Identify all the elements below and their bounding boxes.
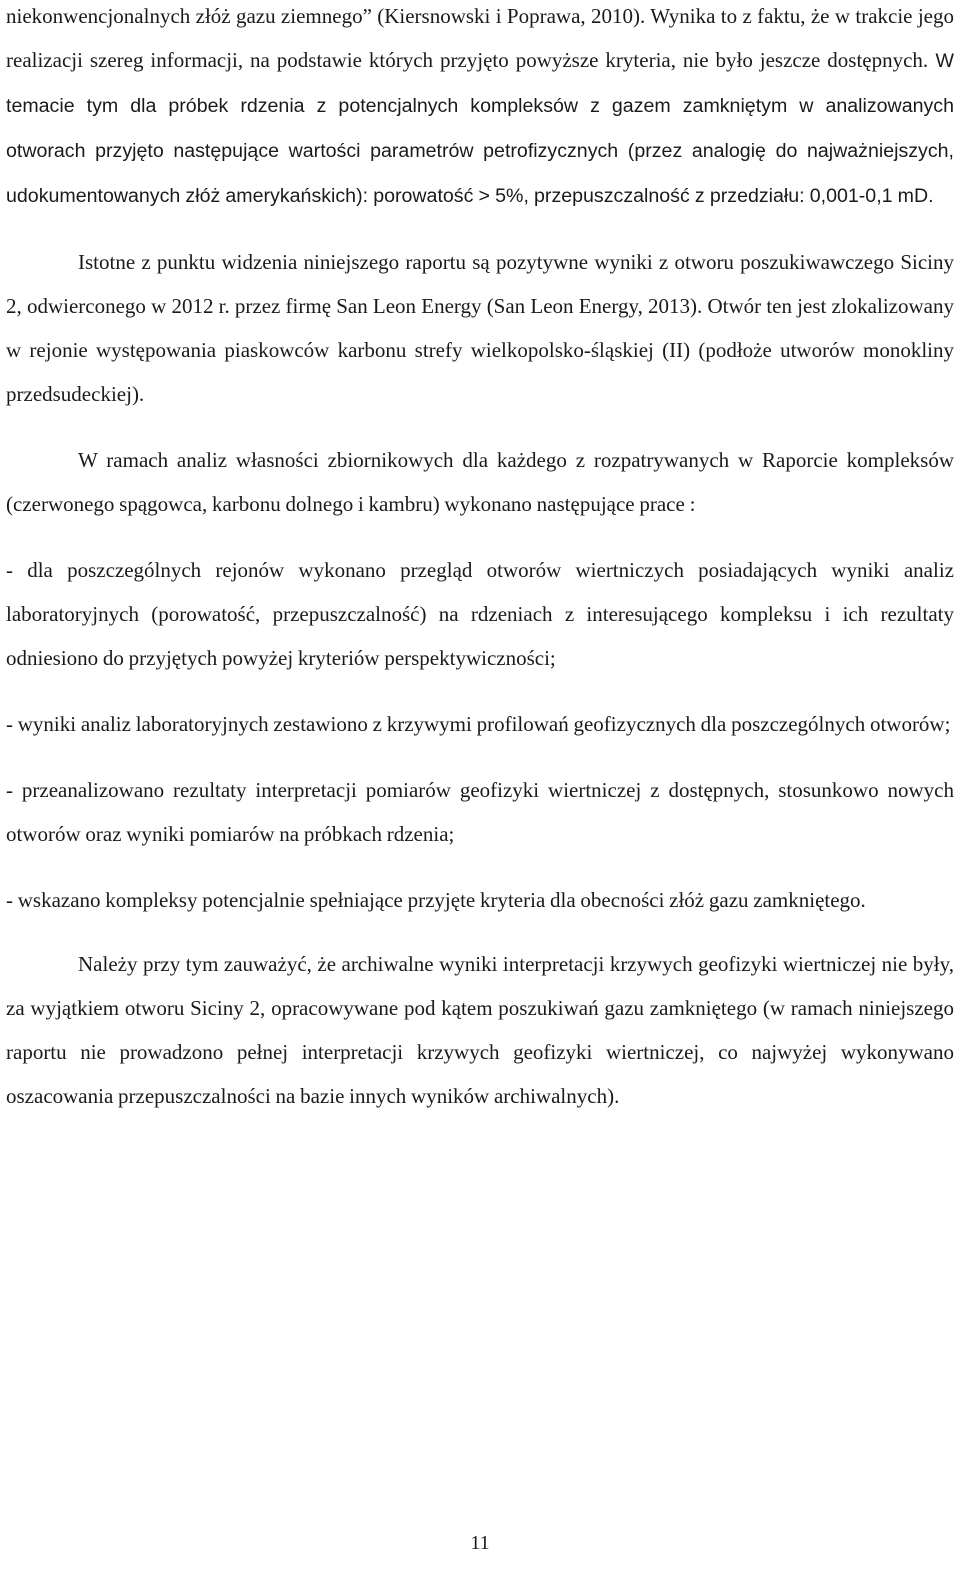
paragraph-criteria — [6, 0, 954, 218]
document-page — [6, 0, 954, 1118]
paragraph-criteria-sans-text: W temacie tym dla próbek rdzenia z potencjalnych kompleksów z gazem zamkniętym w analizowanych otworach przyjęto następujące wartości parametrów petrofizycznych (przez analogię do najważniejszych, udokumentowanych złóż amerykańskich): porowatość > 5%, przepuszczalność z przedziału: 0,001-0,1 mD. — [6, 50, 955, 207]
bullet-item-compare: - wyniki analiz laboratoryjnych zestawiono z krzywymi profilowań geofizycznych dla poszczególnych otworów; — [6, 712, 951, 736]
paragraph-siciny-continuation: Otwór ten jest zlokalizowany w rejonie występowania piaskowców karbonu strefy wielkopolsko-śląskiej (II) (podłoże utworów monokliny przedsudeckiej). — [6, 294, 954, 406]
paragraph-siciny-serif-text: Istotne z punktu widzenia niniejszego raportu są pozytywne wyniki z otworu poszukiwawczego Siciny 2, odwierconego w 2012 r. przez firmę San Leon Energy (San Leon Energy, 2013). — [6, 250, 954, 318]
bullet-item-complexes: - wskazano kompleksy potencjalnie spełniające przyjęte kryteria dla obecności złóż gazu zamkniętego. — [6, 888, 866, 912]
bullet-item-review: - dla poszczególnych rejonów wykonano przegląd otworów wiertniczych posiadających wyniki analiz laboratoryjnych (porowatość, przepuszczalność) na rdzeniach z interesującego kompleksu i ich rezultaty odniesiono do przyjętych powyżej kryteriów perspektywiczności; — [6, 558, 954, 670]
paragraph-archival-note: Należy przy tym zauważyć, że archiwalne wyniki interpretacji krzywych geofizyki wiertniczej nie były, za wyjątkiem otworu Siciny 2, opracowywane pod kątem poszukiwań gazu zamkniętego (w ramach niniejszego raportu nie prowadzono pełnej interpretacji krzywych geofizyki wiertniczej, co najwyżej wykonywano oszacowania przepuszczalności na bazie innych wyników archiwalnych). — [6, 952, 954, 1108]
paragraph-criteria-serif-text: niekonwencjonalnych złóż gazu ziemnego” (Kiersnowski i Poprawa, 2010). Wynika to z faktu, że w trakcie jego realizacji szereg informacji, na podstawie których przyjęto powyższe kryteria, nie było jeszcze dostępnych. — [6, 4, 954, 72]
bullet-item-interpretation: - przeanalizowano rezultaty interpretacji pomiarów geofizyki wiertniczej z dostępnych, stosunkowo nowych otworów oraz wyniki pomiarów na próbkach rdzenia; — [6, 778, 954, 846]
page-number: 11 — [470, 1532, 490, 1554]
paragraph-analysis-intro: W ramach analiz własności zbiornikowych dla każdego z rozpatrywanych w Raporcie kompleksów (czerwonego spągowca, karbonu dolnego i kambru) wykonano następujące prace : — [6, 448, 954, 516]
paragraph-siciny — [6, 240, 954, 416]
